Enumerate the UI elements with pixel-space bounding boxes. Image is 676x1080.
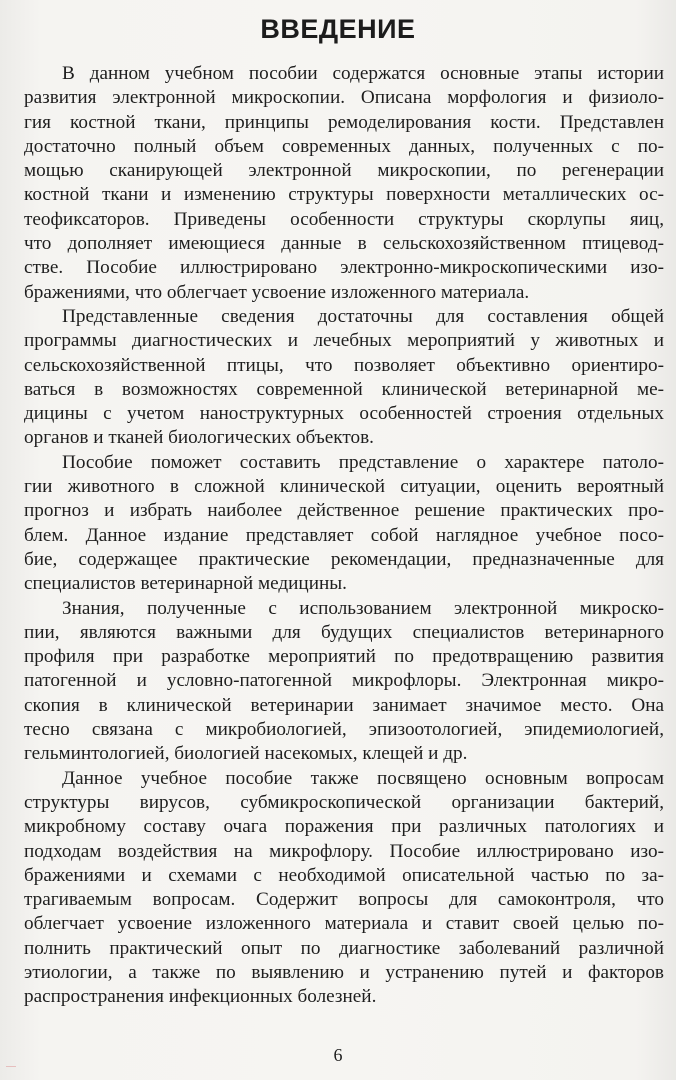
text-line: микробному составу очага поражения при различных патологиях и [24, 816, 664, 838]
text-line: ваться в возможностях современной клинической ветеринарной ме- [24, 378, 664, 400]
text-body [24, 62, 664, 1010]
text-line: распространения инфекционных болезней. [24, 986, 377, 1008]
text-line: бражениями, что облегчает усвоение изложенного материала. [24, 281, 530, 303]
text-line: В данном учебном пособии содержатся основные этапы истории [62, 63, 664, 84]
paragraph [24, 62, 664, 305]
paragraph [24, 597, 664, 767]
text-line: этиологии, а также по выявлению и устранению путей и факторов [24, 961, 664, 983]
text-line: достаточно полный объем современных данных, полученных с по- [24, 135, 664, 157]
text-line: развития электронной микроскопии. Описана морфология и физиоло- [24, 87, 664, 109]
text-line: гельминтологией, биологией насекомых, клещей и др. [24, 743, 468, 765]
text-line: что дополняет имеющиеся данные в сельскохозяйственном птицевод- [24, 233, 664, 255]
text-line: костной ткани и изменению структуры поверхности металлических ос- [24, 184, 664, 206]
scan-artifact [6, 1066, 16, 1073]
text-line: подходам воздействия на микрофлору. Пособие иллюстрировано изо- [24, 840, 664, 862]
paragraph [24, 451, 664, 597]
text-line: Знания, полученные с использованием электронной микроско- [62, 597, 664, 619]
text-line: профиля при разработке мероприятий по предотвращению развития [24, 646, 664, 668]
text-line: сельскохозяйственной птицы, что позволяет объективно ориентиро- [24, 354, 664, 376]
paragraph [24, 305, 664, 451]
text-line: Пособие поможет составить представление о характере патоло- [62, 451, 664, 473]
text-line: гии животного в сложной клинической ситуации, оценить вероятный [24, 476, 664, 498]
text-line: Данное учебное пособие также посвящено основным вопросам [62, 767, 664, 789]
page-title: ВВЕДЕНИЕ [260, 14, 416, 44]
text-line: прогноз и избрать наиболее действенное решение практических про- [24, 500, 664, 522]
text-line: органов и тканей биологических объектов. [24, 427, 374, 449]
text-line: специалистов ветеринарной медицины. [24, 573, 347, 595]
text-line: пии, являются важными для будущих специалистов ветеринарного [24, 621, 664, 643]
text-line: гия костной ткани, принципы ремоделирования кости. Представлен [24, 111, 664, 133]
paragraph [24, 767, 664, 1010]
page-number: 6 [333, 1045, 343, 1065]
text-line: стве. Пособие иллюстрировано электронно-микроскопическими изо- [24, 257, 664, 279]
text-line: облегчает усвоение изложенного материала и ставит своей целью по- [24, 913, 664, 935]
text-line: бражениями и схемами с необходимой описательной частью по за- [24, 864, 664, 886]
text-line: тесно связана с микробиологией, эпизоотологией, эпидемиологией, [24, 719, 664, 741]
text-line: полнить практический опыт по диагностике заболеваний различной [24, 937, 664, 959]
text-line: скопия в клинической ветеринарии занимает значимое место. Она [24, 694, 664, 716]
text-line: Представленные сведения достаточны для составления общей [62, 305, 664, 327]
text-line: теофиксаторов. Приведены особенности структуры скорлупы яиц, [24, 208, 664, 230]
text-line: патогенной и условно-патогенной микрофлоры. Электронная микро- [24, 670, 664, 692]
text-line: структуры вирусов, субмикроскопической организации бактерий, [24, 791, 664, 813]
text-line: трагиваемым вопросам. Содержит вопросы для самоконтроля, что [24, 889, 664, 911]
text-line: бие, содержащее практические рекомендации, предназначенные для [24, 548, 664, 570]
text-line: мощью сканирующей электронной микроскопии, по регенерации [24, 160, 664, 182]
text-line: дицины с учетом наноструктурных особенностей строения отдельных [24, 403, 664, 425]
text-line: блем. Данное издание представляет собой наглядное учебное посо- [24, 524, 664, 546]
text-line: программы диагностических и лечебных мероприятий у животных и [24, 330, 664, 352]
